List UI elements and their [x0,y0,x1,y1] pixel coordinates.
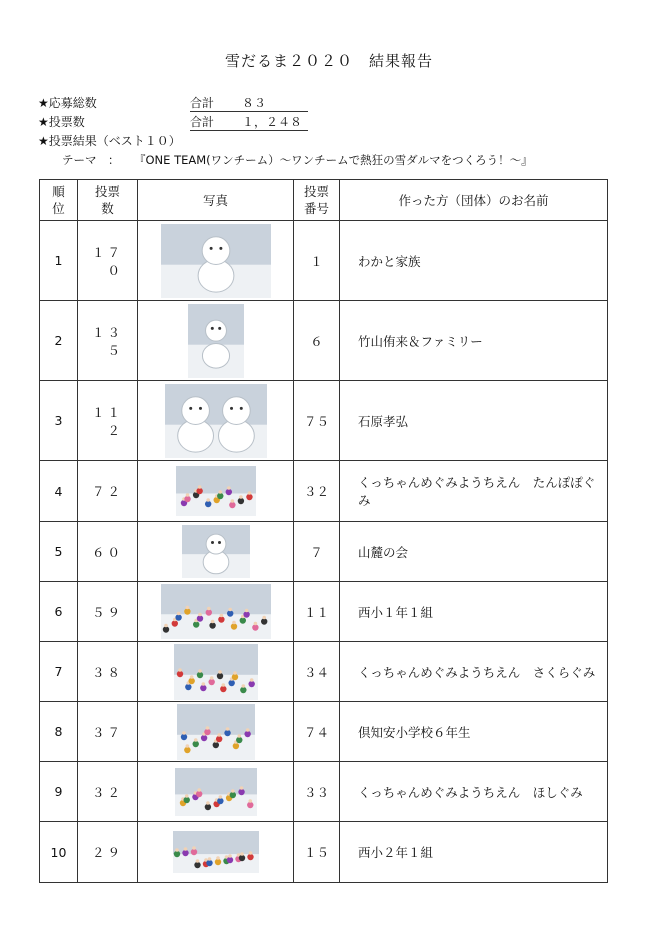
rank-cell: 3 [40,381,78,461]
votes-cell: １３５ [78,301,138,381]
entry-no-cell: ７ [294,522,340,582]
rank-cell: 2 [40,301,78,381]
votes-cell: ２９ [78,822,138,883]
votes-cell: ３８ [78,642,138,702]
photo-cell [138,642,294,702]
maker-name-cell: 山麓の会 [340,522,608,582]
snow-sculpture-photo-icon [161,224,271,298]
entry-no-cell: ６ [294,301,340,381]
applications-prefix: 合計 [190,96,215,110]
photo-cell [138,461,294,522]
maker-name-cell: くっちゃんめぐみようちえん さくらぐみ [340,642,608,702]
group-photo-icon [174,644,258,700]
entry-no-cell: ３４ [294,642,340,702]
votes-cell: １１２ [78,381,138,461]
group-photo-icon [176,466,256,516]
maker-name-cell: くっちゃんめぐみようちえん たんぽぽぐみ [340,461,608,522]
entry-no-cell: ３２ [294,461,340,522]
maker-name-cell: 西小２年１組 [340,822,608,883]
page-title: 雪だるま２０２０ 結果報告 [224,52,433,70]
table-row [40,301,608,381]
results-heading: ★投票結果（ベスト１０） [38,134,181,148]
theme-text: 『ONE TEAM(ワンチーム）～ワンチームで熱狂の雪ダルマをつくろう！～』 [134,153,533,167]
votes-prefix: 合計 [190,115,215,129]
maker-name-cell: くっちゃんめぐみようちえん ほしぐみ [340,762,608,822]
maker-name-cell: 倶知安小学校６年生 [340,702,608,762]
header-maker: 作った方（団体）のお名前 [340,180,608,221]
rank-cell: 1 [40,221,78,301]
votes-cell: ３７ [78,702,138,762]
group-photo-icon [161,584,271,639]
maker-name-cell: 西小１年１組 [340,582,608,642]
rank-cell: 4 [40,461,78,522]
header-votes: 投票 数 [78,180,138,221]
table-row [40,762,608,822]
snow-sculpture-photo-icon [182,525,250,578]
photo-cell [138,301,294,381]
table-row [40,381,608,461]
photo-cell [138,582,294,642]
snow-sculpture-photo-icon [165,384,267,458]
entry-no-cell: １１ [294,582,340,642]
table-header-row [40,180,608,221]
table-row [40,461,608,522]
applications-label: ★応募総数 [38,96,97,110]
results-table [39,179,608,883]
photo-cell [138,522,294,582]
entry-no-cell: ３３ [294,762,340,822]
maker-name-cell: 石原孝弘 [340,381,608,461]
maker-name-cell: わかと家族 [340,221,608,301]
entry-no-cell: １５ [294,822,340,883]
table-row [40,702,608,762]
entry-no-cell: ７４ [294,702,340,762]
rank-cell: 5 [40,522,78,582]
votes-summary [38,113,308,131]
group-photo-icon [173,831,259,873]
photo-cell [138,702,294,762]
applications-total [190,94,308,112]
votes-label: ★投票数 [38,115,85,129]
header-photo: 写真 [138,180,294,221]
votes-cell: ３２ [78,762,138,822]
header-entry-no: 投票 番号 [294,180,340,221]
table-row [40,522,608,582]
theme-line [62,152,533,168]
snow-sculpture-photo-icon [188,304,244,378]
entry-no-cell: ７５ [294,381,340,461]
photo-cell [138,762,294,822]
votes-value: １，２４８ [242,115,303,129]
photo-cell [138,221,294,301]
photo-cell [138,381,294,461]
votes-cell: ７２ [78,461,138,522]
table-row [40,642,608,702]
table-row [40,221,608,301]
rank-cell: 10 [40,822,78,883]
rank-cell: 9 [40,762,78,822]
group-photo-icon [177,704,255,760]
table-row [40,582,608,642]
rank-cell: 8 [40,702,78,762]
header-rank: 順 位 [40,180,78,221]
votes-cell: ５９ [78,582,138,642]
votes-cell: １７０ [78,221,138,301]
applications-value: ８３ [242,96,267,110]
entry-no-cell: １ [294,221,340,301]
group-photo-icon [175,768,257,816]
theme-label: テーマ ： [62,153,120,167]
rank-cell: 6 [40,582,78,642]
votes-total [190,113,308,131]
table-row [40,822,608,883]
rank-cell: 7 [40,642,78,702]
applications-summary [38,94,308,112]
votes-cell: ６０ [78,522,138,582]
photo-cell [138,822,294,883]
maker-name-cell: 竹山侑来＆ファミリー [340,301,608,381]
